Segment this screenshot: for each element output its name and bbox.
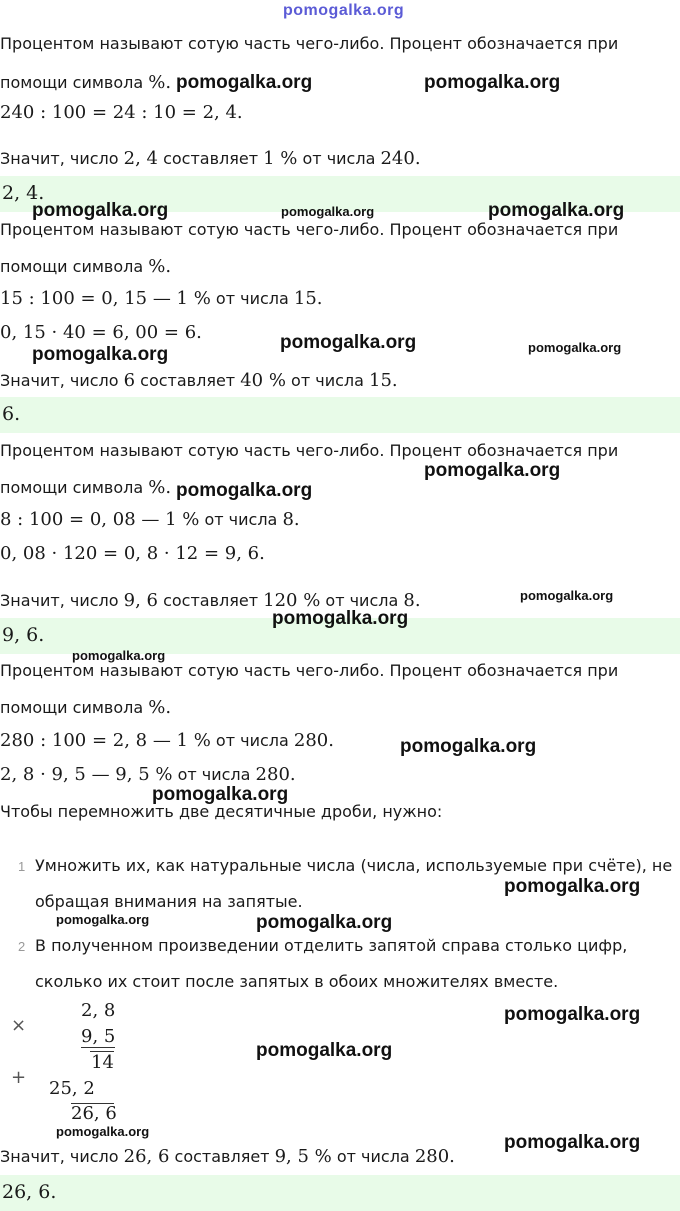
watermark: pomogalka.org [488,200,625,221]
answer-highlight [0,397,680,433]
watermark: pomogalka.org [520,588,614,603]
conclusion: Значит, число 2, 4 составляет 1 % от числа 240. [0,148,421,169]
step-text-line-1: В полученном произведении отделить запятой справа столько цифр, [35,936,628,955]
answer-text: 9, 6. [2,624,45,646]
partial-product-1: 14 [91,1052,114,1073]
conclusion: Значит, число 26, 6 составляет 9, 5 % от числа 280. [0,1146,455,1167]
watermark: pomogalka.org [256,912,393,933]
intro-line-1: Процентом называют сотую часть чего-либо. Процент обозначается при [0,441,619,460]
watermark: pomogalka.org [280,332,417,353]
calc-line: 240 : 100 = 24 : 10 = 2, 4. [0,102,243,123]
watermark: pomogalka.org [32,344,169,365]
watermark: pomogalka.org [424,460,561,481]
watermark: pomogalka.org [176,480,313,501]
step-number: 2 [18,939,26,954]
calc-line: 8 : 100 = 0, 08 — 1 % от числа 8. [0,509,300,530]
answer-text: 2, 4. [2,182,45,204]
conclusion: Значит, число 9, 6 составляет 120 % от числа 8. [0,590,421,611]
calc-line-2: 0, 15 · 40 = 6, 00 = 6. [0,322,202,343]
intro-line-2: помощи символа %. [0,72,172,93]
watermark: pomogalka.org [56,912,150,927]
factor-a: 2, 8 [81,1000,116,1021]
watermark: pomogalka.org [504,1132,641,1153]
partial-product-2: 25, 2 [49,1078,95,1099]
watermark: pomogalka.org [56,1124,150,1139]
watermark: pomogalka.org [176,72,313,93]
watermark: pomogalka.org [32,200,169,221]
product-result: 26, 6 [71,1103,117,1124]
factor-b: 9, 5 [81,1026,116,1047]
step-number: 1 [18,859,26,874]
divider-line [90,1051,114,1052]
calc-line-2: 2, 8 · 9, 5 — 9, 5 % от числа 280. [0,764,296,785]
answer-text: 6. [2,403,21,425]
conclusion: Значит, число 6 составляет 40 % от числа 15. [0,370,398,391]
plus-sign: + [11,1067,27,1088]
watermark: pomogalka.org [72,648,166,663]
intro-line-2: помощи символа %. [0,697,172,718]
watermark: pomogalka.org [504,1004,641,1025]
step-text-line-1: Умножить их, как натуральные числа (числа, используемые при счёте), не [35,856,673,875]
calc-line-2: 0, 08 · 120 = 0, 8 · 12 = 9, 6. [0,543,265,564]
times-sign: × [11,1015,27,1036]
calc-line: 15 : 100 = 0, 15 — 1 % от числа 15. [0,288,323,309]
watermark: pomogalka.org [504,876,641,897]
site-header-logo[interactable]: pomogalka.org [283,2,405,19]
watermark: pomogalka.org [256,1040,393,1061]
intro-line-1: Процентом называют сотую часть чего-либо. Процент обозначается при [0,34,619,53]
step-text-line-2: сколько их стоит после запятых в обоих множителях вместе. [35,972,559,991]
watermark: pomogalka.org [281,204,375,219]
watermark: pomogalka.org [152,784,289,805]
step-text-line-2: обращая внимания на запятые. [35,892,303,911]
answer-highlight [0,1175,680,1211]
intro-line-2: помощи символа %. [0,477,172,498]
watermark: pomogalka.org [400,736,537,757]
answer-text: 26, 6. [2,1181,57,1203]
intro-line-2: помощи символа %. [0,256,172,277]
watermark: pomogalka.org [528,340,622,355]
watermark: pomogalka.org [272,608,409,629]
rule-title: Чтобы перемножить две десятичные дроби, нужно: [0,802,443,821]
calc-line: 280 : 100 = 2, 8 — 1 % от числа 280. [0,730,334,751]
intro-line-1: Процентом называют сотую часть чего-либо. Процент обозначается при [0,661,619,680]
intro-line-1: Процентом называют сотую часть чего-либо. Процент обозначается при [0,220,619,239]
watermark: pomogalka.org [424,72,561,93]
